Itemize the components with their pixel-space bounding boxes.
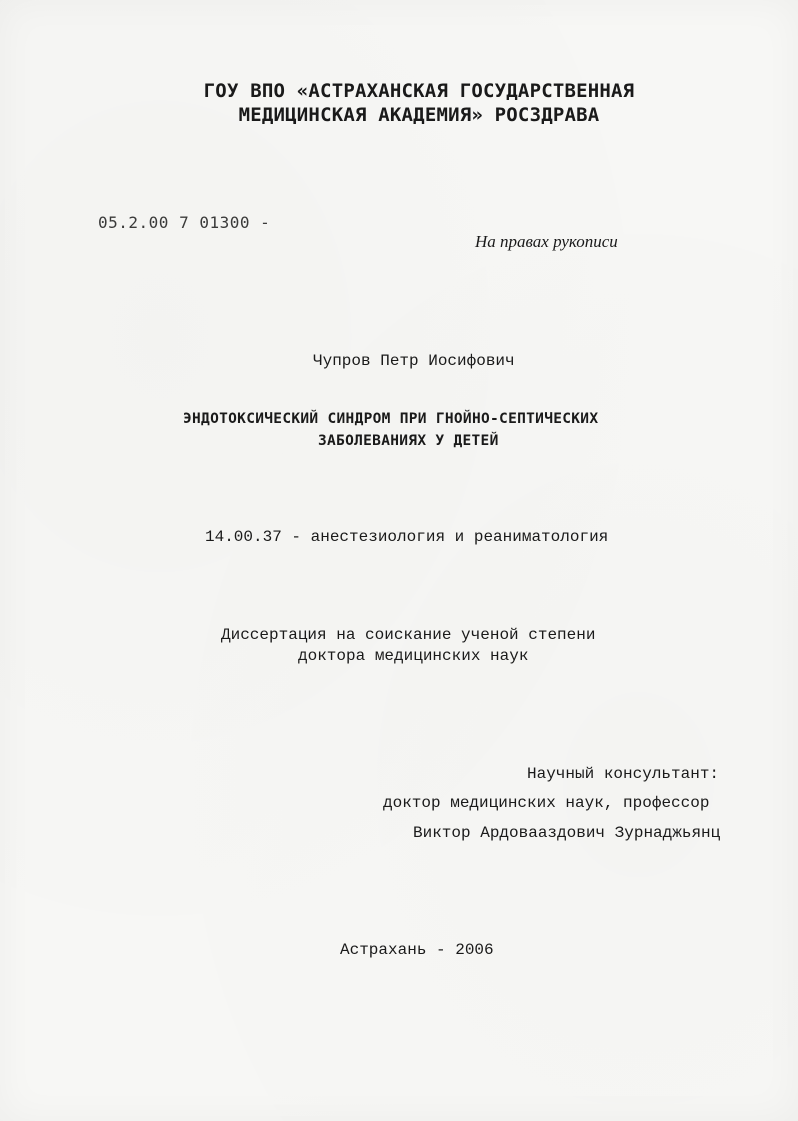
city-year: Астрахань - 2006 — [340, 941, 494, 959]
registration-stamp: 05.2.00 7 01300 - — [98, 213, 271, 232]
specialty-code: 14.00.37 - анестезиология и реаниматология — [205, 528, 609, 546]
consultant-credentials: доктор медицинских наук, профессор — [383, 794, 710, 812]
consultant-name: Виктор Ардовааздович Зурнаджьянц — [413, 824, 721, 842]
rights-note: На правах рукописи — [475, 232, 618, 251]
dissertation-title-line1: ЭНДОТОКСИЧЕСКИЙ СИНДРОМ ПРИ ГНОЙНО-СЕПТИЧЕСКИХ — [183, 411, 599, 427]
institution-name-line1: ГОУ ВПО «АСТРАХАНСКАЯ ГОСУДАРСТВЕННАЯ — [203, 80, 635, 102]
degree-line1: Диссертация на соискание ученой степени — [221, 626, 596, 644]
author-name: Чупров Петр Иосифович — [313, 352, 515, 370]
dissertation-title-line2: ЗАБОЛЕВАНИЯХ У ДЕТЕЙ — [318, 433, 499, 449]
institution-name-line2: МЕДИЦИНСКАЯ АКАДЕМИЯ» РОСЗДРАВА — [238, 104, 600, 126]
degree-line2: доктора медицинских наук — [298, 647, 529, 665]
consultant-label: Научный консультант: — [527, 765, 720, 783]
